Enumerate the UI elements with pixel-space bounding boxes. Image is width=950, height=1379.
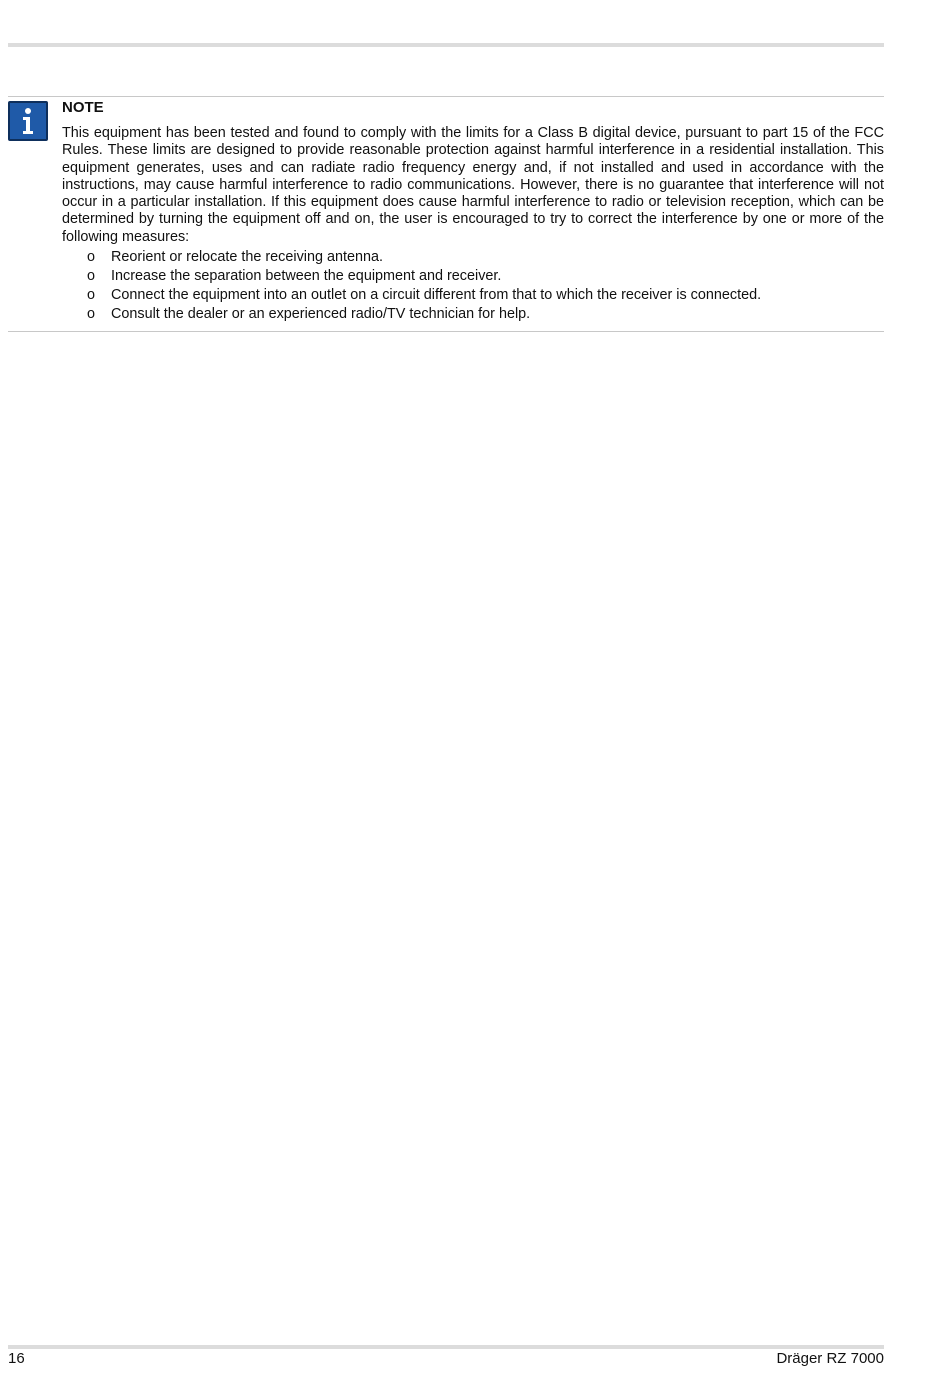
list-bullet: o xyxy=(87,287,96,304)
list-bullet: o xyxy=(87,249,96,266)
note-body: This equipment has been tested and found to comply with the limits for a Class B digital device, pursuant to part 15 of the FCC Rules. These limits are designed to provide reasonable protection against harmful interference in a residential installation. This equipment generates, uses and can radiate radio frequency energy and, if not installed and used in accordance with the instructions, may cause harmful interference to radio communications. However, there is no guarantee that interference will not occur in a particular installation. If this equipment does cause harmful interference to radio or television reception, which can be determined by turning the equipment off and on, the user is encouraged to try to correct the interference by one or more of the following measures: xyxy=(62,125,884,245)
list-bullet: o xyxy=(87,306,96,323)
list-item-text: Connect the equipment into an outlet on a circuit different from that to which the receiver is connected. xyxy=(111,287,762,304)
note-bottom-divider xyxy=(8,331,884,332)
page-number: 16 xyxy=(8,1350,25,1367)
list-item xyxy=(62,305,884,324)
header-rule xyxy=(8,43,884,47)
note-block xyxy=(62,98,884,324)
list-item xyxy=(62,286,884,305)
info-glyph xyxy=(17,106,39,136)
measures-list xyxy=(62,248,884,324)
list-item xyxy=(62,267,884,286)
info-icon xyxy=(8,101,48,141)
list-item-text: Consult the dealer or an experienced radio/TV technician for help. xyxy=(111,306,531,323)
list-item xyxy=(62,248,884,267)
footer-rule xyxy=(8,1345,884,1349)
list-item-text: Reorient or relocate the receiving antenna. xyxy=(111,249,383,266)
note-top-divider xyxy=(8,96,884,97)
list-item-text: Increase the separation between the equipment and receiver. xyxy=(111,268,502,285)
list-bullet: o xyxy=(87,268,96,285)
note-title: NOTE xyxy=(62,99,104,116)
document-title: Dräger RZ 7000 xyxy=(776,1350,884,1367)
